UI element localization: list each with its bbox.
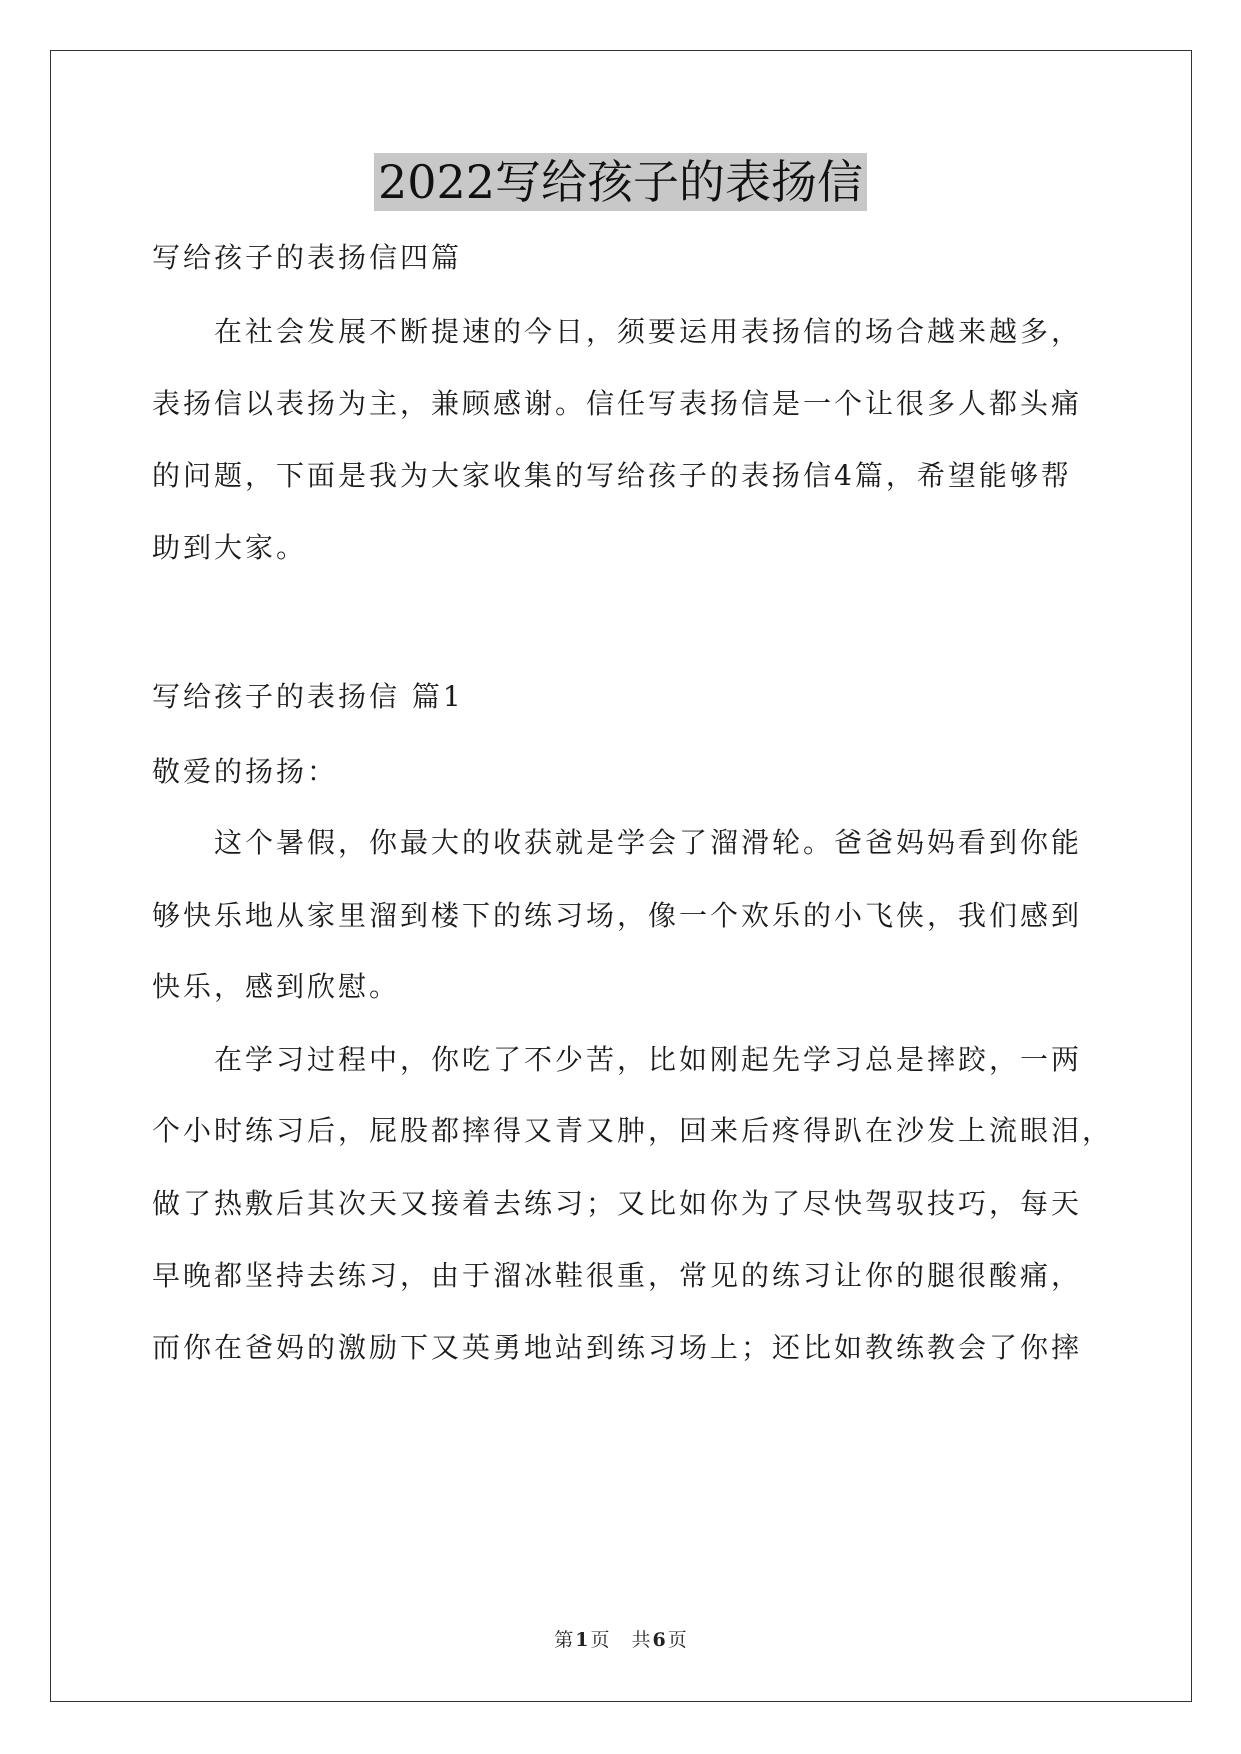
paragraph-line: 早晚都坚持去练习，由于溜冰鞋很重，常见的练习让你的腿很酸痛，: [152, 1259, 1083, 1292]
paragraph-line: 够快乐地从家里溜到楼下的练习场，像一个欢乐的小飞侠，我们感到: [152, 899, 1083, 932]
footer-prefix: 第: [554, 1629, 574, 1651]
paragraph-line: 而你在爸妈的激励下又英勇地站到练习场上；还比如教练教会了你摔: [152, 1331, 1083, 1364]
page-footer: [0, 1628, 1241, 1652]
page-border: [50, 50, 1192, 1702]
paragraph-line: 个小时练习后，屁股都摔得又青又肿，回来后疼得趴在沙发上流眼泪，: [152, 1114, 1114, 1147]
footer-total-suffix: 页: [667, 1629, 687, 1651]
paragraph-line: 在学习过程中，你吃了不少苦，比如刚起先学习总是摔跤，一两: [214, 1043, 1083, 1076]
section-heading: 写给孩子的表扬信 篇1: [152, 680, 464, 713]
salutation: 敬爱的扬扬：: [152, 755, 339, 788]
document-title: 2022写给孩子的表扬信: [374, 153, 867, 211]
footer-total-prefix: 共: [631, 1629, 651, 1651]
subtitle-line: 写给孩子的表扬信四篇: [152, 241, 463, 274]
paragraph-line: 的问题，下面是我为大家收集的写给孩子的表扬信4篇，希望能够帮: [152, 459, 1072, 492]
paragraph-line: 快乐，感到欣慰。: [152, 970, 401, 1003]
total-pages-number: 6: [652, 1629, 666, 1651]
title-container: [0, 153, 1241, 211]
paragraph-line: 做了热敷后其次天又接着去练习；又比如你为了尽快驾驭技巧，每天: [152, 1187, 1083, 1220]
paragraph-line: 助到大家。: [152, 531, 308, 564]
paragraph-line: 表扬信以表扬为主，兼顾感谢。信任写表扬信是一个让很多人都头痛: [152, 387, 1083, 420]
footer-page-suffix: 页: [590, 1629, 610, 1651]
current-page-number: 1: [575, 1629, 589, 1651]
paragraph-line: 在社会发展不断提速的今日，须要运用表扬信的场合越来越多，: [214, 315, 1083, 348]
paragraph-line: 这个暑假，你最大的收获就是学会了溜滑轮。爸爸妈妈看到你能: [214, 826, 1083, 859]
